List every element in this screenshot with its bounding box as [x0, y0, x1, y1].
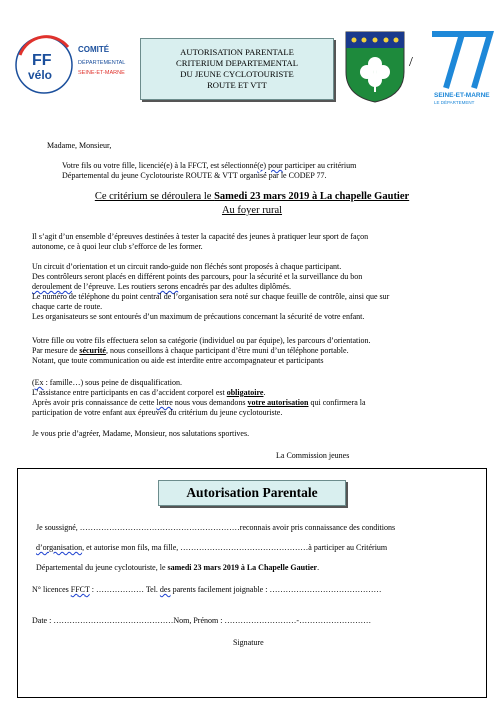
form-line-1[interactable]: Je soussigné, ……………………………………………………reconnais avoir pris connaissance des conditions [36, 523, 396, 532]
greeting: Madame, Monsieur, [47, 141, 112, 150]
ffvelo-logo [14, 35, 132, 95]
intro-text-1: Votre fils ou votre fille, licencié(e) à la FFCT, est sélectionné [62, 161, 258, 170]
closing: Je vous prie d’agréer, Madame, Monsieur, nos salutations sportives. [32, 429, 250, 438]
logo-region: SEINE-ET-MARNE [78, 70, 125, 76]
title-line-3: DU JEUNE CYCLOTOURISTE [180, 69, 294, 79]
intro-pour: pour [268, 161, 283, 170]
paragraph-organisation: Un circuit d’orientation et un circuit rando-guide non fléchés sont proposés à chaque participant. Des contrôleurs seront placés en différent points des parcours, pour la sécurité et la surveillance du bon deroulement de l’épreuve. Les routiers serons encadrés par des adultes diplômés. Le numéro de téléphone du point central de l’organisation sera noté sur chaque feuille de contrôle, ainsi que sur chaque carte de route. Les organisateurs se sont entourés d’un maximum de précautions concernant la sécurité de votre enfant. [32, 262, 390, 321]
letter-signature: La Commission jeunes [276, 451, 350, 460]
form-line-4[interactable]: N° licences FFCT : ……………… Tel. des parents facilement joignable : …………………………………… [32, 585, 382, 594]
intro-gender: (e) [257, 161, 267, 170]
form-signature-label: Signature [233, 638, 264, 647]
logo-separator: / [409, 55, 413, 70]
logo77-text: SEINE-ET-MARNE [434, 92, 490, 99]
logo-departemental: DÉPARTEMENTAL [78, 60, 126, 66]
title-line-4: ROUTE ET VTT [207, 80, 267, 90]
seine-et-marne-coat-of-arms-icon [344, 30, 406, 104]
logo77-sub: LE DÉPARTEMENT [434, 100, 475, 105]
event-date-line [32, 190, 472, 203]
ffvelo-velo: vélo [28, 68, 53, 82]
paragraph-security: Votre fille ou votre fils effectuera selon sa catégorie (individuel ou par équipe), les parcours d’orientation. Par mesure de sécurité, nous conseillons à chaque participant d’être muni d’un téléphone portable. Notant, que toute communication ou aide est interdite entre accompagnateur et participants [32, 336, 371, 365]
paragraph-rules: (Ex : famille…) sous peine de disqualification. L’assistance entre participants en cas d’accident corporel est obligatoire. Après avoir pris connaissance de cette lettre nous vous demandons votre autorisation qui confirmera la participation de votre enfant aux épreuves du critérium du jeune cyclotouriste. [32, 378, 366, 417]
logo-comite: COMITÉ [78, 45, 110, 54]
form-title: Autorisation Parentale [158, 480, 346, 506]
ffvelo-ff: FF [32, 52, 52, 69]
title-line-1: AUTORISATION PARENTALE [180, 47, 294, 57]
paragraph-purpose: Il s’agit d’un ensemble d’épreuves destinées à tester la capacité des jeunes à pratiquer leur sport de façon autonome, ce à quoi leur club s’efforce de les former. [32, 232, 369, 251]
form-line-2[interactable]: d’organisation, et autorise mon fils, ma fille, …………………………………………à participer au Critérium [36, 543, 388, 552]
form-line-3: Départemental du jeune cyclotouriste, le samedi 23 mars 2019 à La Chapelle Gautier. [36, 563, 320, 572]
event-prefix: Ce critérium se déroulera le [94, 191, 215, 202]
intro-text-2: participer au critérium [282, 161, 357, 170]
event-date: Samedi 23 mars 2019 à La chapelle Gautier [214, 191, 410, 202]
intro-line-2: Départemental du jeune Cyclotouriste ROUTE & VTT organisé par le CODEP 77. [62, 171, 327, 180]
document-title-box [140, 38, 334, 100]
intro-paragraph [32, 161, 472, 181]
seine-et-marne-department-logo [428, 30, 494, 106]
title-line-2: CRITERIUM DEPARTEMENTAL [176, 58, 298, 68]
form-line-5[interactable]: Date : ………………………………………Nom, Prénom : ………………………-……………………… [32, 616, 372, 625]
event-place: Au foyer rural [221, 205, 283, 216]
